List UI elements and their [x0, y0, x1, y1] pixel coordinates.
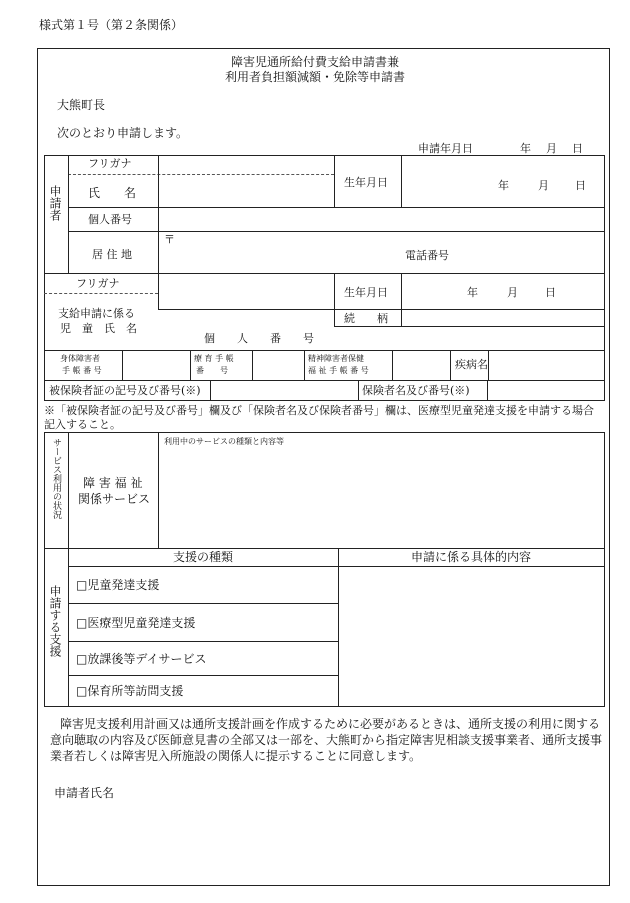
current-service-label: 利用中のサービスの種類と内容等 [164, 437, 284, 446]
child-name-label-line1: 支給申請に係る [58, 307, 135, 320]
child-birth-year: 年 [467, 286, 478, 299]
rehab-handbook-label-line1: 療 育 手 帳 [194, 354, 234, 363]
insured-card-label: 被保険者証の記号及び番号(※) [49, 384, 201, 397]
application-date-year: 年 [520, 142, 531, 155]
form-number: 様式第１号（第２条関係） [39, 18, 184, 32]
physical-handbook-label-line1: 身体障害者 [60, 354, 100, 363]
child-relationship-label: 続 柄 [344, 312, 388, 325]
applicant-birth-day: 日 [575, 179, 586, 192]
physical-handbook-label-line2: 手 帳 番 号 [62, 366, 102, 375]
disease-name-label: 疾病名 [455, 358, 488, 371]
applicant-address-label: 居 住 地 [92, 248, 132, 261]
service-category-line1: 障 害 福 祉 [83, 476, 143, 490]
consent-text: 障害児支援利用計画又は通所支援計画を作成するために必要があるときは、通所支援の利用に関する意向聴取の内容及び医師意見書の全部又は一部を、大熊町から指定障害児相談支援事業者、通所支援事業者若しくは障害児入所施設の関係人に提示することに同意します。 [50, 717, 603, 763]
applicant-postal-mark: 〒 [164, 233, 175, 246]
child-birth-day: 日 [545, 286, 556, 299]
option-child-development-support[interactable]: □児童発達支援 [76, 578, 160, 592]
applicant-furigana-label: フリガナ [88, 157, 132, 170]
child-birthdate-label: 生年月日 [344, 286, 388, 299]
support-detail-header: 申請に係る具体的内容 [410, 550, 531, 564]
child-personal-number-label: 個 人 番 号 [204, 332, 314, 345]
applicant-birth-year: 年 [498, 179, 509, 192]
option-after-school-day-service[interactable]: □放課後等デイサービス [76, 652, 207, 666]
applicant-personal-number-label: 個人番号 [88, 213, 132, 226]
applicant-name-label: 氏 名 [88, 186, 137, 200]
mental-handbook-label-line1: 精神障害者保健 [308, 354, 364, 363]
applicant-side-label: 申請者 [48, 185, 62, 221]
insurance-note: ※「被保険者証の記号及び番号」欄及び「保険者名及び保険者番号」欄は、医療型児童発達支援を申請する場合記入すること。 [44, 404, 594, 431]
service-usage-side-label: サービス利用の状況 [51, 438, 61, 519]
form-title-line2: 利用者負担額減額・免除等申請書 [224, 70, 405, 84]
application-date-month: 月 [546, 142, 557, 155]
mental-handbook-label-line2: 福 祉 手 帳 番 号 [308, 366, 369, 375]
applicant-phone-label: 電話番号 [405, 249, 449, 262]
application-date-label: 申請年月日 [418, 142, 473, 155]
child-furigana-label: フリガナ [76, 277, 120, 290]
child-name-label-line2: 児 童 氏 名 [60, 322, 137, 335]
service-category-line2: 関係サービス [78, 492, 151, 506]
recipient: 大熊町長 [57, 98, 106, 112]
intro-text: 次のとおり申請します。 [57, 126, 189, 140]
option-nursery-visit-support[interactable]: □保育所等訪問支援 [76, 684, 184, 698]
child-birth-month: 月 [507, 286, 518, 299]
form-title-line1: 障害児通所給付費支給申請書兼 [230, 55, 399, 69]
support-side-label: 申請する支援 [48, 585, 62, 657]
application-date-day: 日 [572, 142, 583, 155]
signature-label: 申請者氏名 [54, 786, 115, 800]
applicant-birthdate-label: 生年月日 [344, 176, 388, 189]
insurer-label: 保険者名及び番号(※) [362, 384, 470, 397]
option-medical-child-development-support[interactable]: □医療型児童発達支援 [76, 616, 196, 630]
applicant-birth-month: 月 [538, 179, 549, 192]
rehab-handbook-label-line2: 番 号 [196, 366, 228, 375]
support-type-header: 支援の種類 [172, 550, 233, 564]
